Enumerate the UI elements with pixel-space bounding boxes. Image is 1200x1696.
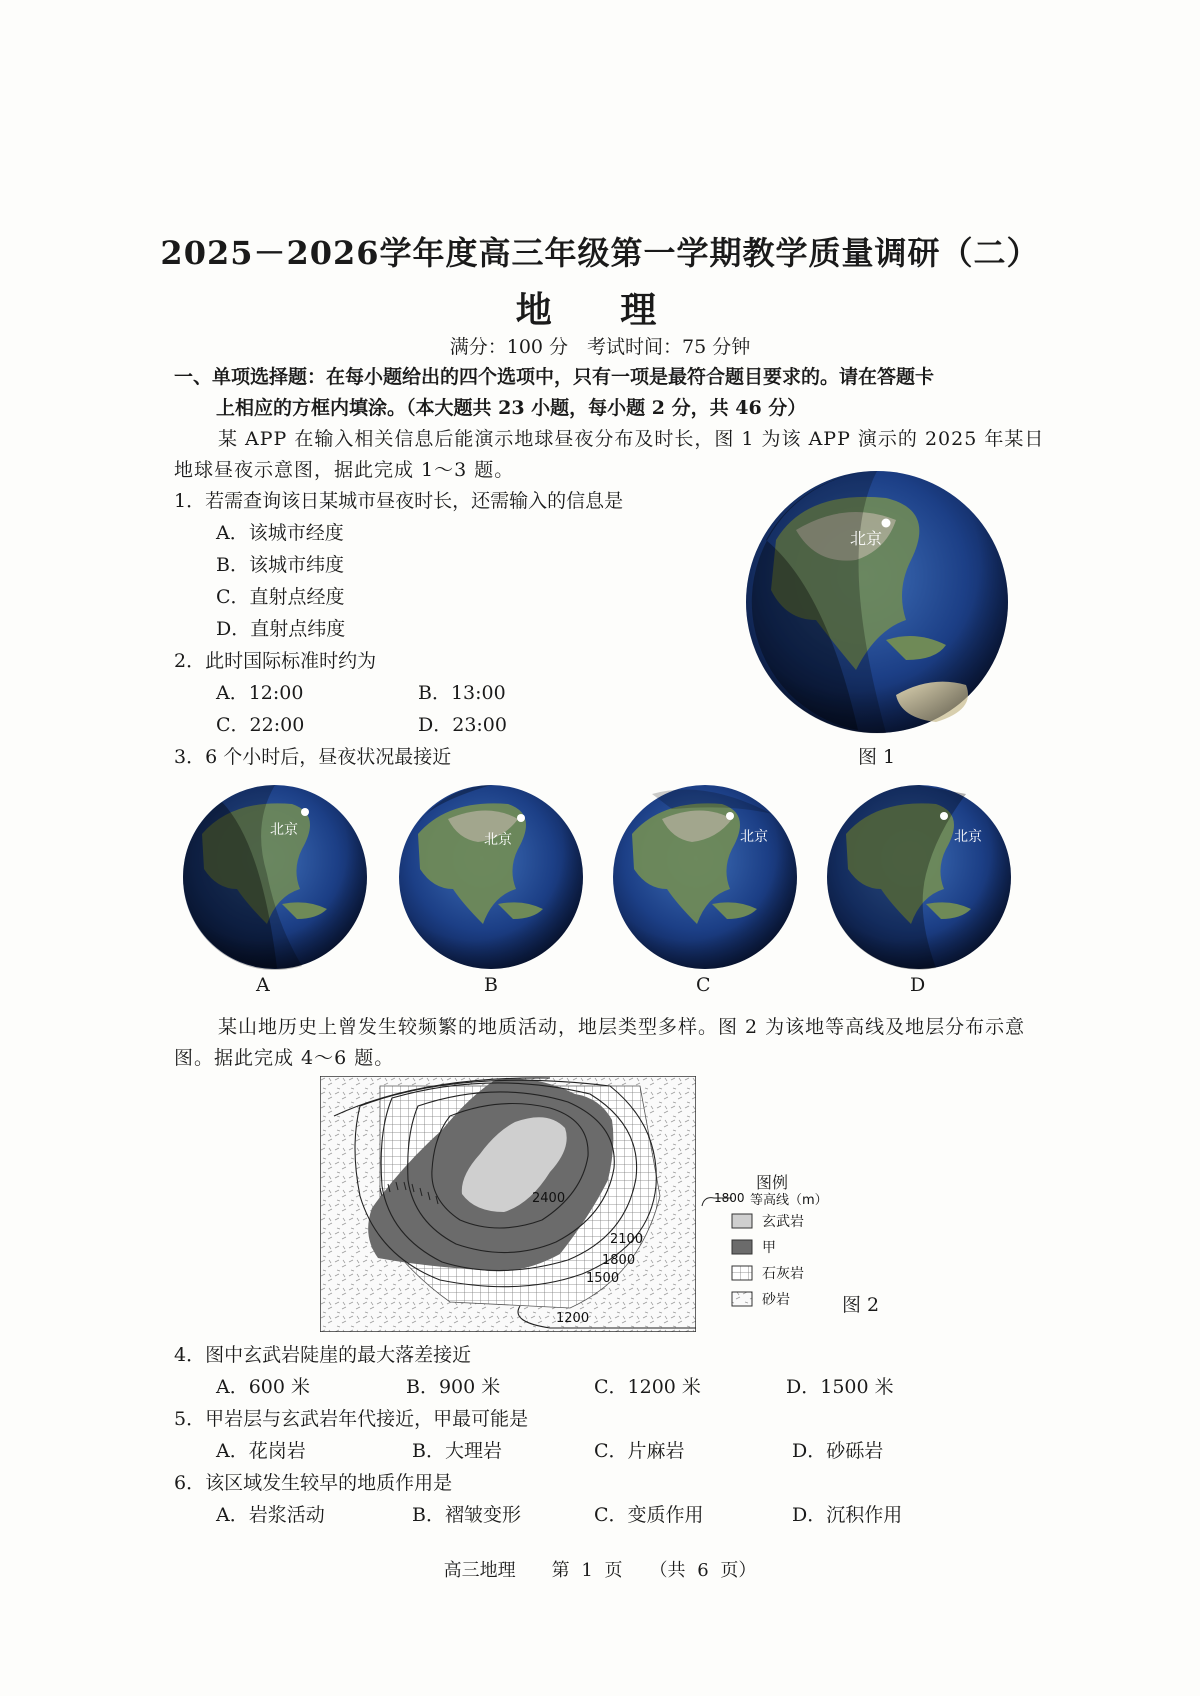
question-2-stem: 2．此时国际标准时约为 [174,650,377,672]
q3-a-beijing-label: 北京 [270,822,298,838]
legend-basalt: 玄武岩 [762,1214,804,1230]
beijing-label: 北京 [850,529,883,548]
legend-limestone-swatch [732,1266,752,1280]
section-line-2: 上相应的方框内填涂。（本大题共 23 小题，每小题 2 分，共 46 分） [216,397,807,419]
legend-basalt-swatch [732,1214,752,1228]
legend-limestone: 石灰岩 [762,1266,804,1282]
contour-label-1800: 1800 [602,1253,636,1268]
q6-option-d[interactable]: D．沉积作用 [792,1504,903,1526]
q6-option-a[interactable]: A．岩浆活动 [216,1504,325,1526]
contour-label-2400: 2400 [532,1191,566,1206]
q3-label-b[interactable]: B [484,974,498,996]
q1-option-c[interactable]: C．直射点经度 [216,586,345,608]
question-5-stem: 5．甲岩层与玄武岩年代接近，甲最可能是 [174,1408,529,1430]
figure-2-caption: 图 2 [842,1294,880,1316]
q3-label-c[interactable]: C [696,974,711,996]
q3-label-a[interactable]: A [256,974,270,996]
intro-1: 某 APP 在输入相关信息后能演示地球昼夜分布及时长，图 1 为该 APP 演示的 2025 年某日地球昼夜示意图，据此完成 1～3 题。 [174,428,1045,481]
q3-globe-b[interactable] [398,784,584,970]
section-instructions [174,362,1054,424]
legend-contour-value: 1800 [714,1192,745,1205]
question-6-stem: 6．该区域发生较早的地质作用是 [174,1472,453,1494]
q2-option-c[interactable]: C．22:00 [216,714,305,736]
q4-option-a[interactable]: A．600 米 [216,1376,311,1398]
section-line-1: 一、单项选择题：在每小题给出的四个选项中，只有一项是最符合题目要求的。请在答题卡 [174,366,935,388]
legend-sandstone-swatch [732,1292,752,1306]
figure-2-map [320,1076,696,1332]
q3-b-beijing-label: 北京 [484,832,512,848]
contour-label-2100: 2100 [610,1232,644,1247]
subject-title: 地 理 [515,289,685,331]
exam-meta: 满分：100 分 考试时间：75 分钟 [449,336,751,358]
q2-option-a[interactable]: A．12:00 [216,682,304,704]
q3-globe-c[interactable] [612,784,798,970]
q3-d-beijing-label: 北京 [954,829,982,845]
exam-title: 2025－2026学年度高三年级第一学期教学质量调研（二） [160,234,1040,272]
q3-label-d[interactable]: D [910,974,926,996]
q4-option-d[interactable]: D．1500 米 [786,1376,894,1398]
contour-label-1200: 1200 [556,1311,590,1326]
q5-option-d[interactable]: D．砂砾岩 [792,1440,884,1462]
q4-option-b[interactable]: B．900 米 [406,1376,501,1398]
question-4-stem: 4．图中玄武岩陡崖的最大落差接近 [174,1344,472,1366]
q3-globe-d[interactable] [826,784,1012,970]
q3-globe-a[interactable] [182,784,368,970]
q1-option-b[interactable]: B．该城市纬度 [216,554,344,576]
figure-2-legend [700,1192,850,1312]
legend-title: 图例 [756,1173,789,1192]
q1-option-a[interactable]: A．该城市经度 [216,522,344,544]
legend-jia: 甲 [762,1240,776,1256]
figure-1-globe [736,470,1018,734]
figure-1-caption: 图 1 [858,746,896,768]
q6-option-c[interactable]: C．变质作用 [594,1504,704,1526]
q4-option-c[interactable]: C．1200 米 [594,1376,701,1398]
question-3-stem: 3．6 个小时后，昼夜状况最接近 [174,746,452,768]
q5-option-c[interactable]: C．片麻岩 [594,1440,685,1462]
q6-option-b[interactable]: B．褶皱变形 [412,1504,521,1526]
q1-option-d[interactable]: D．直射点纬度 [216,618,346,640]
question-1-stem: 1．若需查询该日某城市昼夜时长，还需输入的信息是 [174,490,624,512]
contour-label-1500: 1500 [586,1271,620,1286]
q5-option-b[interactable]: B．大理岩 [412,1440,502,1462]
q2-option-d[interactable]: D．23:00 [418,714,507,736]
beijing-marker [882,519,891,528]
legend-contour-label: 等高线（m） [750,1193,828,1208]
legend-sandstone: 砂岩 [762,1292,790,1308]
intro-2: 某山地历史上曾发生较频繁的地质活动，地层类型多样。图 2 为该地等高线及地层分布示意图。据此完成 4～6 题。 [174,1016,1026,1069]
q2-option-b[interactable]: B．13:00 [418,682,506,704]
q3-c-beijing-label: 北京 [740,829,768,845]
page-footer: 高三地理 第 1 页 （共 6 页） [443,1560,757,1581]
q5-option-a[interactable]: A．花岗岩 [216,1440,306,1462]
legend-jia-swatch [732,1240,752,1254]
